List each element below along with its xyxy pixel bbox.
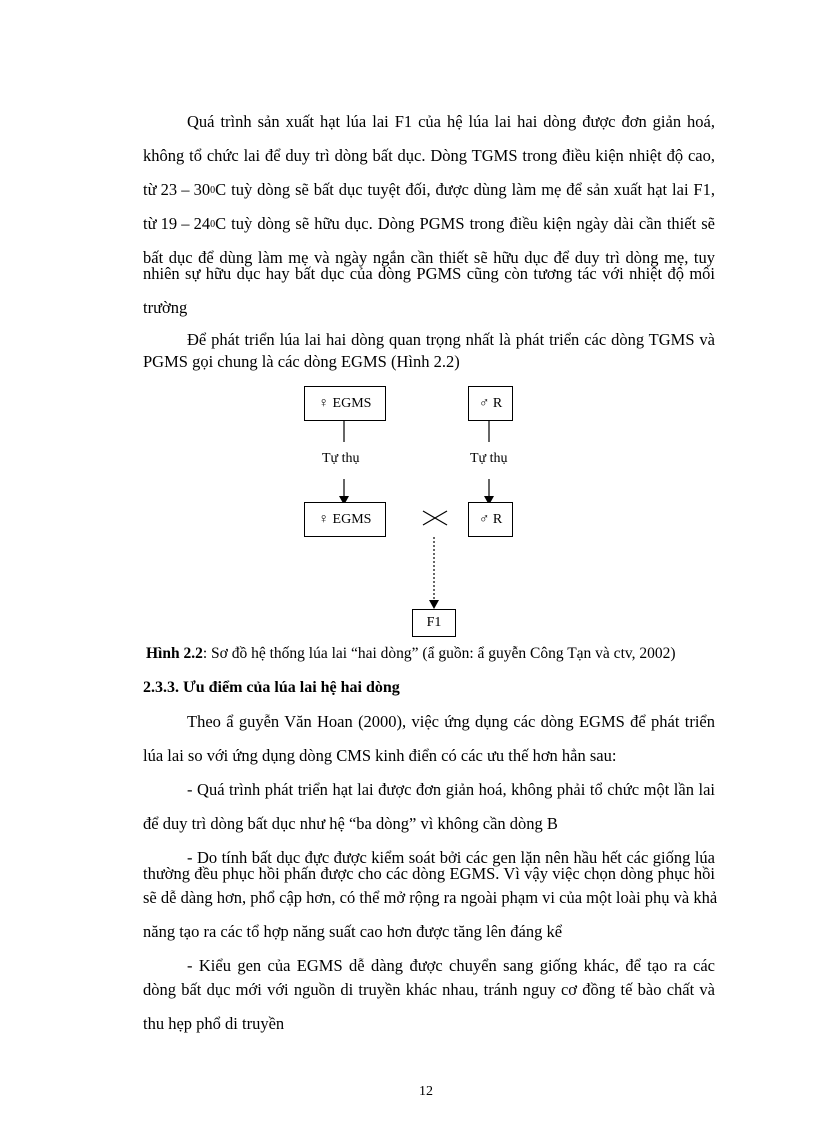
figure-label: Hình 2.2 <box>146 645 203 662</box>
section-body-line-9: - Kiểu gen của EGMS dễ dàng được chuyển sang giống khác, để tạo ra các <box>187 956 715 975</box>
paragraph-1-line-1: Quá trình sản xuất hạt lúa lai F1 của hệ lúa lai hai dòng được đơn giản hoá, <box>187 112 715 131</box>
section-body-line-7: sẽ dễ dàng hơn, phổ cập hơn, có thể mở rộng ra ngoài phạm vi của một loài phụ và khả <box>143 888 718 907</box>
paragraph-1-line-5: bất dục để dùng làm mẹ và ngày ngắn cần thiết sẽ hữu dục để duy trì dòng mẹ, tuy <box>143 248 715 267</box>
page-number: 12 <box>419 1084 433 1099</box>
label-selfing-right: Tự thụ <box>470 451 508 466</box>
paragraph-1-line-7: trường <box>143 298 188 317</box>
figure-caption <box>146 645 676 663</box>
box-male-r-top: ♂ R <box>468 386 513 421</box>
box-f1-offspring: F1 <box>412 609 456 637</box>
section-body-line-10: dòng bất dục mới với nguồn di truyền khác nhau, tránh nguy cơ đồng tế bào chất và <box>143 980 715 999</box>
arrowhead-f1 <box>429 600 439 609</box>
section-body-line-3: - Quá trình phát triển hạt lai được đơn giản hoá, không phải tổ chức một lần lai <box>187 780 715 799</box>
paragraph-2-line-1: Để phát triển lúa lai hai dòng quan trọng nhất là phát triển các dòng TGMS và <box>187 330 715 349</box>
section-body-line-2: lúa lai so với ứng dụng dòng CMS kinh điển có các ưu thế hơn hẳn sau: <box>143 746 617 765</box>
paragraph-1-line-3-text: tuỳ dòng sẽ bất dục tuyệt đối, được dùng làm mẹ để sản xuất hạt lai F1, <box>231 180 715 199</box>
box-female-egms-bottom: ♀ EGMS <box>304 502 386 537</box>
section-body-line-11: thu hẹp phổ di truyền <box>143 1014 285 1033</box>
section-body-line-5: - Do tính bất dục đực được kiểm soát bởi các gen lặn nên hầu hết các giống lúa <box>187 848 715 867</box>
paragraph-1-line-4-text: tuỳ dòng sẽ hữu dục. Dòng PGMS trong điều kiện ngày dài cần thiết sẽ <box>231 214 715 233</box>
section-heading: 2.3.3. Ưu điểm của lúa lai hệ hai dòng <box>143 679 400 696</box>
box-female-egms-top: ♀ EGMS <box>304 386 386 421</box>
box-male-r-bottom: ♂ R <box>468 502 513 537</box>
figure-caption-text: : Sơ đồ hệ thống lúa lai “hai dòng” (ẩ guồn: ẩ guyễn Công Tạn và ctv, 2002) <box>202 645 676 662</box>
paragraph-1-line-6: nhiên sự hữu dục hay bất dục của dòng PGMS cũng còn tương tác với nhiệt độ môi <box>143 264 715 283</box>
section-body-line-4: để duy trì dòng bất dục như hệ “ba dòng” vì không cần dòng B <box>143 814 558 833</box>
label-selfing-left: Tự thụ <box>322 451 360 466</box>
temperature-range-low: từ $19 - 24^0C$ <box>143 214 227 233</box>
section-body-line-6: thường đều phục hồi phấn được cho các dòng EGMS. Vì vậy việc chọn dòng phục hồi <box>143 864 715 883</box>
temperature-range-high: từ $23 - 30^0C$ <box>143 180 227 199</box>
section-body-line-1: Theo ẩ guyễn Văn Hoan (2000), việc ứng dụng các dòng EGMS để phát triển <box>187 712 715 731</box>
section-body-line-8: năng tạo ra các tổ hợp năng suất cao hơn được tăng lên đáng kể <box>143 922 563 941</box>
paragraph-1-line-2: không tổ chức lai để duy trì dòng bất dục. Dòng TGMS trong điều kiện nhiệt độ cao, <box>143 146 715 165</box>
paragraph-2-line-2: PGMS gọi chung là các dòng EGMS (Hình 2.2) <box>143 352 460 371</box>
